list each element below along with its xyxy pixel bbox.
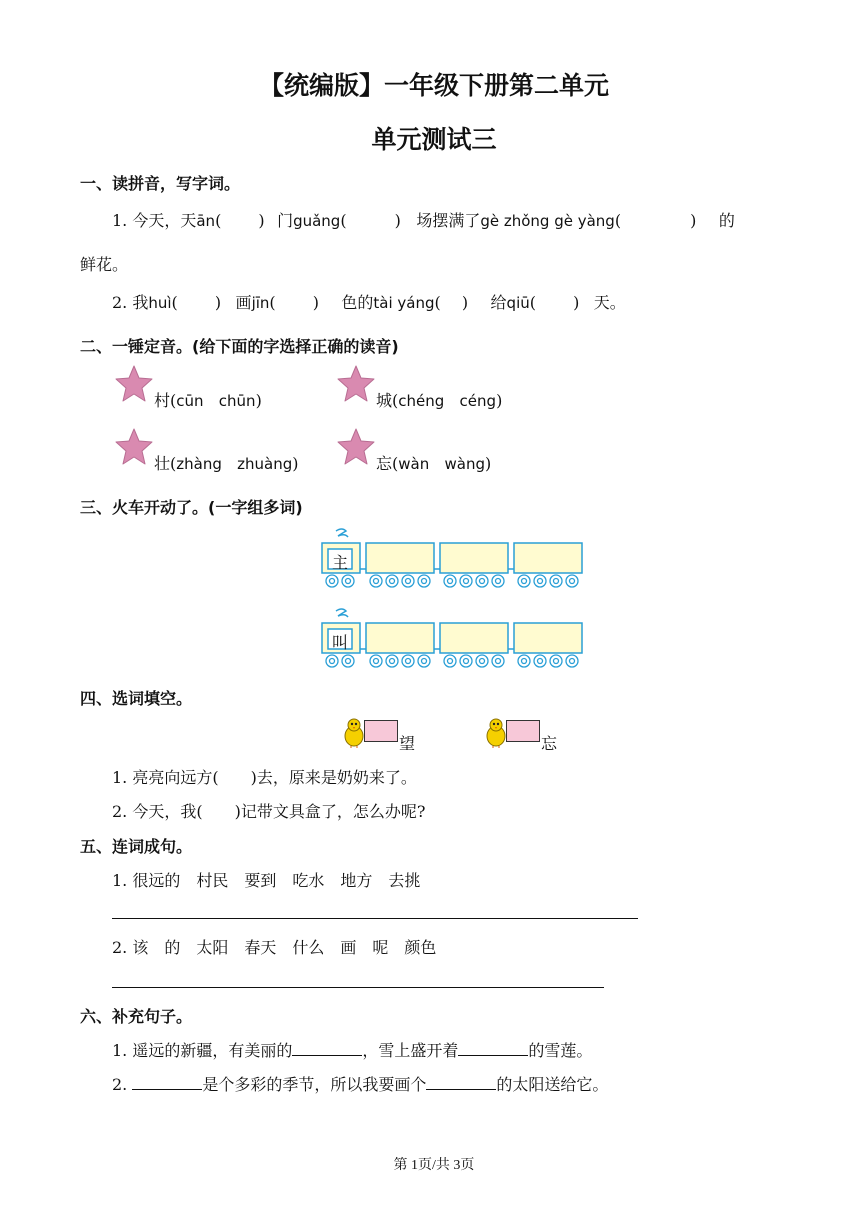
train-diagram-1 [316, 523, 586, 593]
s5-q2: 2. 该 的 太阳 春天 什么 画 呢 颜色 [112, 938, 437, 957]
s6-q1-blank-1[interactable] [292, 1041, 362, 1056]
s1-q2-blank-1[interactable]: ( ) [171, 293, 222, 312]
s4-q1: 1. 亮亮向远方( )去，原来是奶奶来了。 [112, 768, 417, 787]
page-title: 【统编版】一年级下册第二单元 [258, 71, 609, 100]
s2-item-4-char: 忘 [376, 454, 393, 473]
star-icon [336, 428, 376, 466]
s6-q2-text-c: 的太阳送给它。 [496, 1075, 609, 1094]
s1-q2-text-c: 色的 [341, 293, 374, 312]
s1-q2-pinyin-4: qiū [506, 294, 530, 312]
train-1-char: 主 [332, 553, 349, 572]
s2-item-1-opt1[interactable]: cūn [176, 392, 204, 410]
s2-item-2-char: 城 [376, 391, 393, 410]
star-icon [114, 428, 154, 466]
s2-item-3-opt2[interactable]: zhuàng [237, 455, 293, 473]
s1-q1-continued: 鲜花。 [80, 255, 129, 274]
s1-q1-pinyin-2: guǎng [293, 212, 341, 230]
s2-item-2-opt2[interactable]: céng [459, 392, 497, 410]
s1-q2-blank-2[interactable]: ( ) [269, 293, 319, 312]
page-subtitle: 单元测试三 [371, 125, 497, 154]
s6-q1-text-b: ，雪上盛开着 [362, 1041, 459, 1060]
s1-q2-pinyin-1: huì [148, 294, 172, 312]
s5-q1: 1. 很远的 村民 要到 吃水 地方 去挑 [112, 871, 421, 890]
s2-item-2-opt1[interactable]: chéng [398, 392, 445, 410]
s1-q2-pinyin-3: tài yáng [373, 294, 435, 312]
s6-q2-text-a: 2. [112, 1075, 133, 1094]
s6-q1-text-a: 1. 遥远的新疆，有美丽的 [112, 1041, 293, 1060]
s6-q2-blank-1[interactable] [132, 1075, 202, 1090]
s1-q2-blank-3[interactable]: ( ) [434, 293, 469, 312]
s6-q2 [112, 1072, 608, 1095]
word-choice-1-char: 望 [399, 734, 416, 753]
s2-item-3: 壮(zhàng zhuàng) [154, 454, 299, 473]
s2-item-1-char: 村 [154, 391, 171, 410]
s2-item-4: 忘(wàn wàng) [376, 454, 492, 473]
section-5-heading: 五、连词成句。 [80, 837, 193, 856]
s2-item-4-opt1[interactable]: wàn [398, 455, 430, 473]
s6-q2-text-b: 是个多彩的季节，所以我要画个 [202, 1075, 427, 1094]
s1-q2-text-e: 天。 [593, 293, 626, 312]
s2-item-2: 城(chéng céng) [376, 391, 503, 410]
s6-q1-blank-2[interactable] [458, 1041, 528, 1056]
section-4-heading: 四、选词填空。 [80, 689, 193, 708]
star-icon [114, 365, 154, 403]
word-choice-box-2[interactable] [506, 720, 540, 742]
s1-q1-pinyin-3: gè zhǒng gè yàng [480, 212, 615, 230]
word-choice-2-char: 忘 [541, 734, 558, 753]
s1-q2-blank-4[interactable]: ( ) [529, 293, 580, 312]
s4-q2: 2. 今天，我( )记带文具盒了，怎么办呢? [112, 802, 426, 821]
chick-icon [484, 716, 508, 748]
section-3-heading: 三、火车开动了。(一字组多词) [80, 498, 303, 517]
s1-q1-blank-1[interactable]: ( ) [215, 211, 265, 230]
s6-q1 [112, 1038, 592, 1061]
s1-q2-pinyin-2: jīn [251, 294, 270, 312]
chick-icon [342, 716, 366, 748]
s2-item-1: 村(cūn chūn) [154, 391, 262, 410]
s5-q1-answer-line[interactable] [112, 918, 638, 919]
s2-item-4-opt2[interactable]: wàng [444, 455, 485, 473]
s2-item-1-opt2[interactable]: chūn [218, 392, 256, 410]
page-footer: 第 1页/共 3页 [393, 1158, 475, 1173]
s6-q2-blank-2[interactable] [426, 1075, 496, 1090]
s1-q2-text-d: 给 [490, 293, 507, 312]
s1-q1-line [112, 208, 735, 231]
s1-q2-text-a: 2. 我 [112, 293, 149, 312]
s1-q1-blank-3[interactable]: ( ) [614, 211, 697, 230]
s1-q1-text-c: 场摆满了 [416, 211, 481, 230]
section-2-heading: 二、一锤定音。(给下面的字选择正确的读音) [80, 337, 399, 356]
s1-q1-pinyin-1: ān [196, 212, 216, 230]
s2-item-3-opt1[interactable]: zhàng [176, 455, 222, 473]
star-icon [336, 365, 376, 403]
s1-q2-text-b: 画 [235, 293, 252, 312]
s1-q2-line [112, 290, 626, 313]
s2-item-3-char: 壮 [154, 454, 171, 473]
train-2-char: 叫 [332, 633, 349, 652]
s1-q1-text-d: 的 [718, 211, 735, 230]
section-6-heading: 六、补充句子。 [80, 1007, 193, 1026]
s5-q2-answer-line[interactable] [112, 987, 604, 988]
s1-q1-text-b: 门 [277, 211, 294, 230]
word-choice-box-1[interactable] [364, 720, 398, 742]
s1-q1-blank-2[interactable]: ( ) [340, 211, 401, 230]
train-diagram-2 [316, 603, 586, 673]
section-1-heading: 一、读拼音，写字词。 [80, 174, 241, 193]
s6-q1-text-c: 的雪莲。 [528, 1041, 593, 1060]
s1-q1-text-a: 1. 今天，天 [112, 211, 197, 230]
